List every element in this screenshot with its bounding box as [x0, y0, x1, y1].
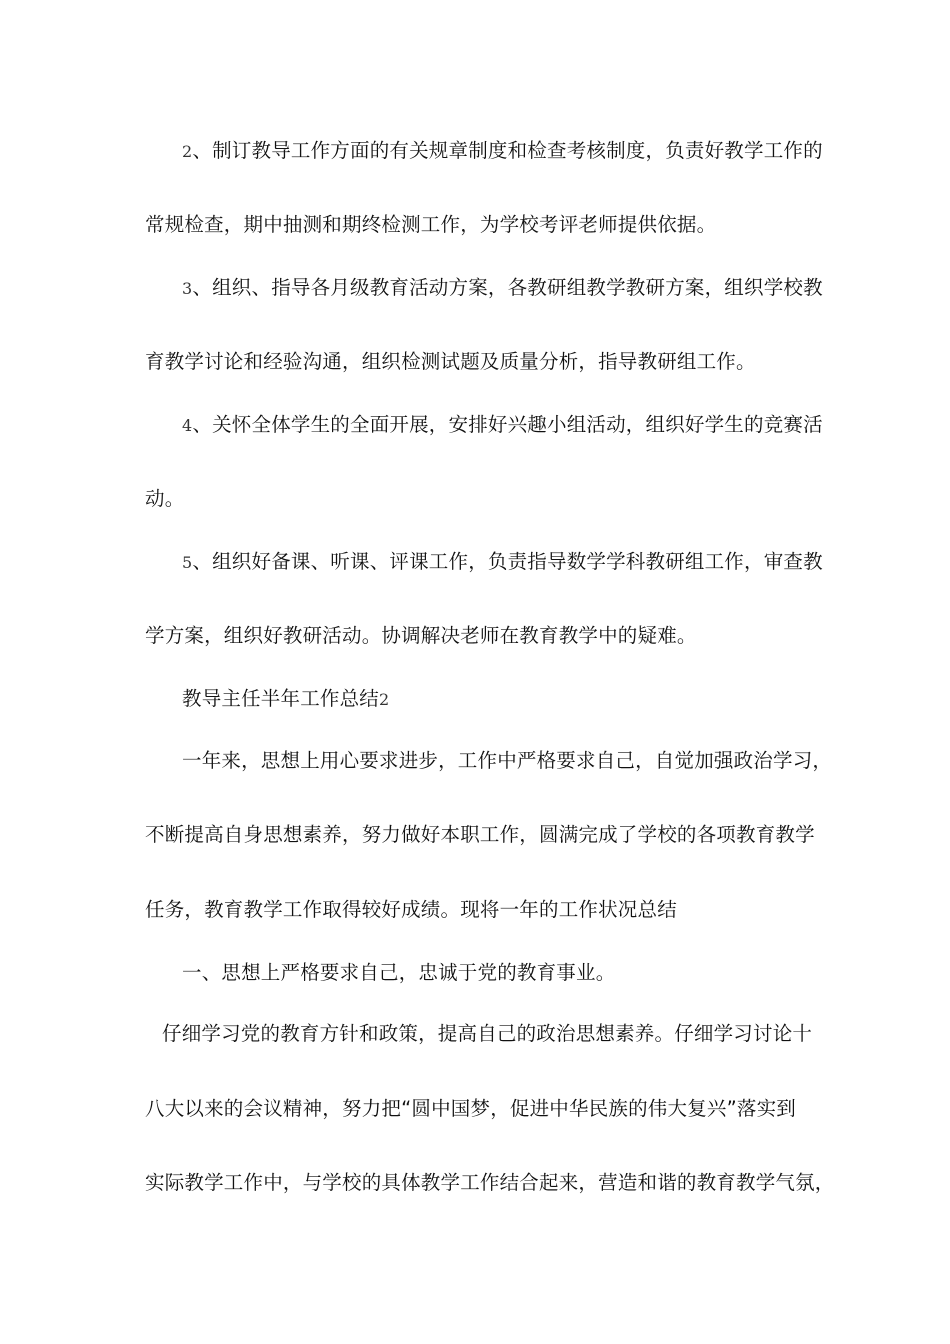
- heading-text: 教导主任半年工作总结: [182, 687, 380, 710]
- paragraph-line: [162, 1022, 812, 1046]
- line-text: 、关怀全体学生的全面开展，安排好兴趣小组活动，组织好学生的竞赛活: [192, 413, 823, 436]
- line-text: 一年来，思想上用心要求进步，工作中严格要求自己，自觉加强政治学习，: [182, 749, 833, 772]
- item-number: 5: [182, 553, 193, 572]
- heading-text: 一、思想上严格要求自己，忠诚于党的教育事业。: [182, 961, 616, 984]
- paragraph-line: [182, 276, 823, 301]
- paragraph-line: [145, 487, 184, 511]
- line-text: 实际教学工作中，与学校的具体教学工作结合起来，营造和谐的教育教学气氛，: [145, 1171, 835, 1194]
- paragraph-line: [145, 624, 697, 648]
- paragraph-line: [145, 350, 756, 374]
- section-heading: [182, 961, 615, 985]
- paragraph-line: [145, 1171, 835, 1195]
- paragraph-line: [182, 749, 832, 773]
- line-text: 常规检查，期中抽测和期终检测工作，为学校考评老师提供依据。: [145, 213, 717, 236]
- line-text: 动。: [145, 487, 185, 510]
- line-text: 学方案，组织好教研活动。协调解决老师在教育教学中的疑难。: [145, 624, 697, 647]
- section-heading: [182, 687, 389, 712]
- paragraph-line: [182, 550, 823, 575]
- paragraph-line: [145, 213, 716, 237]
- paragraph-line: [182, 139, 823, 164]
- item-number: 4: [182, 416, 193, 435]
- paragraph-line: [182, 413, 823, 438]
- item-number: 3: [182, 279, 193, 298]
- item-number: 2: [182, 142, 193, 161]
- line-text: 仔细学习党的教育方针和政策，提高自己的政治思想素养。仔细学习讨论十: [162, 1022, 813, 1045]
- line-text: 、组织好备课、听课、评课工作，负责指导数学学科教研组工作，审查教: [192, 550, 823, 573]
- paragraph-line: [145, 1097, 796, 1121]
- heading-number: 2: [379, 690, 390, 709]
- line-text: 任务，教育教学工作取得较好成绩。现将一年的工作状况总结: [145, 898, 677, 921]
- paragraph-line: [145, 898, 677, 922]
- line-text: 八大以来的会议精神，努力把“圆中国梦，促进中华民族的伟大复兴”落实到: [145, 1097, 797, 1120]
- line-text: 、组织、指导各月级教育活动方案，各教研组教学教研方案，组织学校教: [192, 276, 823, 299]
- paragraph-line: [145, 823, 815, 847]
- line-text: 不断提高自身思想素养，努力做好本职工作，圆满完成了学校的各项教育教学: [145, 823, 815, 846]
- line-text: 、制订教导工作方面的有关规章制度和检查考核制度，负责好教学工作的: [192, 139, 823, 162]
- line-text: 育教学讨论和经验沟通，组织检测试题及质量分析，指导教研组工作。: [145, 350, 756, 373]
